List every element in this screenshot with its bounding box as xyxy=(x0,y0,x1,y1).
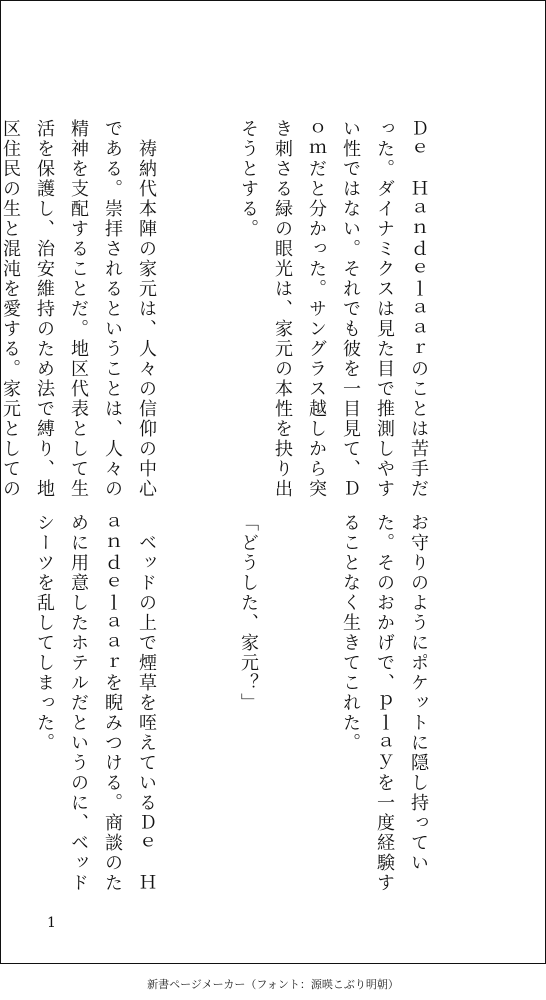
paragraph: Ｄｅ Ｈａｎｄｅｌａａｒのことは苦手だった。ダイナミクスは見た目で推測しやすい性ではない。それでも彼を一目見て、Ｄｏｍだと分かった。サングラス越しから突き刺さる緑の眼光は、家元の本性を抉り出そうとする。 xyxy=(238,119,429,499)
text-block-top xyxy=(0,119,503,499)
paragraph: 祷納代本陣の家元は、人々の信仰の中心である。崇拝されるということは、人々の精神を支配することだ。地区代表として生活を保護し、治安維持のため法で縛り、地区住民の生と混沌を愛する。家元としての xyxy=(0,119,157,499)
text-block-bottom xyxy=(0,513,503,893)
paragraph: お守りのようにポケットに隠し持っていた。そのおかげで、ｐｌａｙを一度経験することなく生きてこれた。 xyxy=(340,513,429,893)
page-number: 1 xyxy=(47,915,56,931)
paragraph: 「どうした、家元？」 xyxy=(238,513,259,713)
footer-caption: 新書ページメーカー（フォント：源暎こぶり明朝） xyxy=(147,978,399,991)
paragraph: ベッドの上で煙草を咥えているＤｅ Ｈａｎｄｅｌａａｒを睨みつける。商談のために用意したホテルだというのに、ベッドシーツを乱してしまった。 xyxy=(34,513,157,893)
